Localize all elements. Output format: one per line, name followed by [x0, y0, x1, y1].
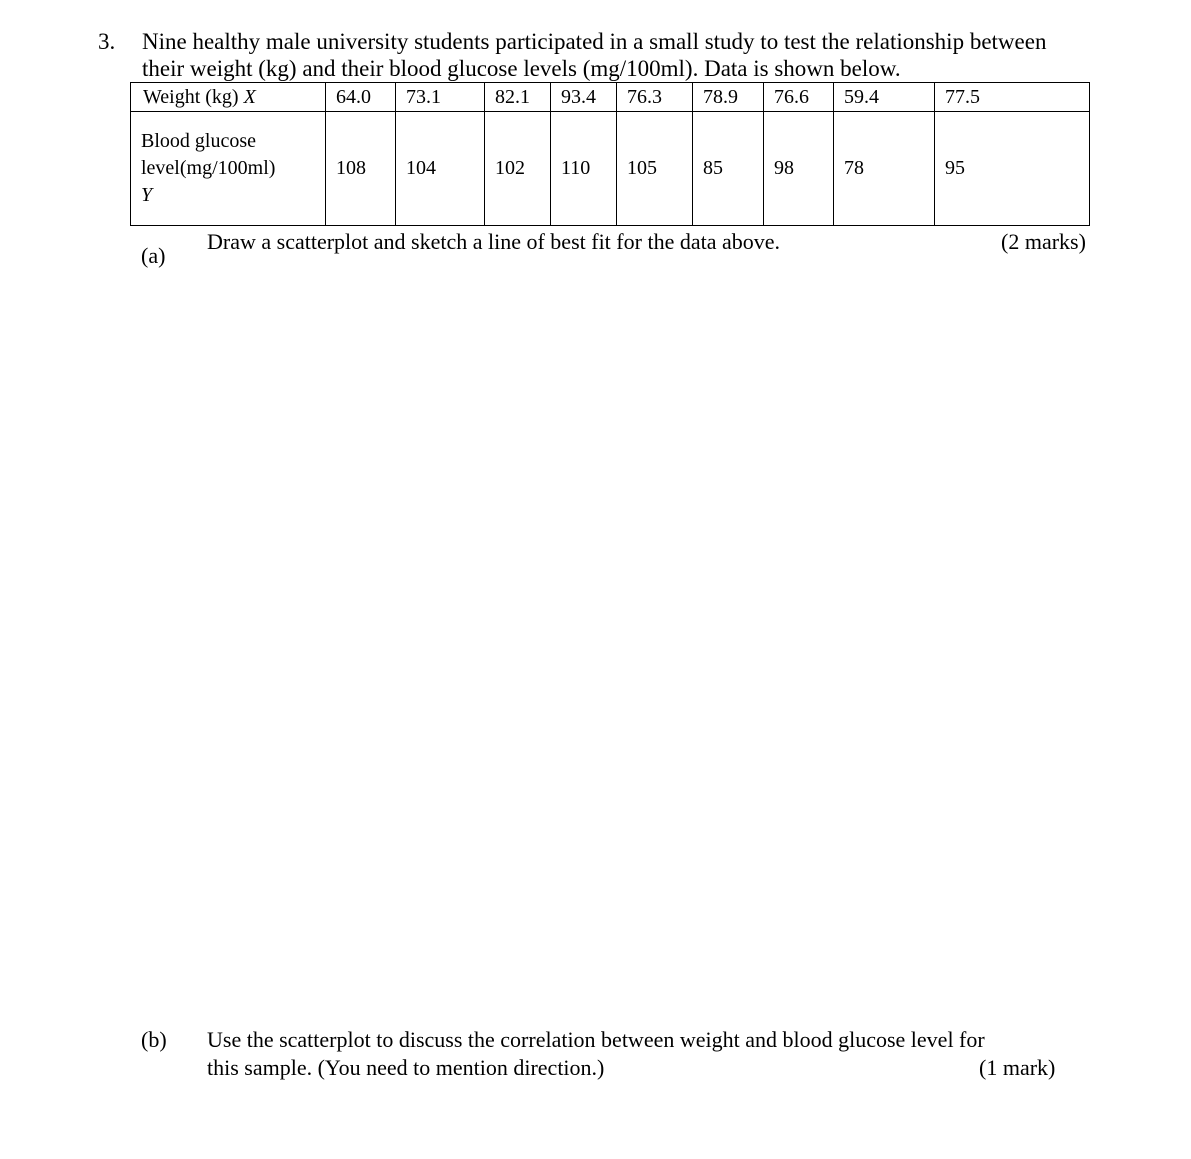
weight-cell: 93.4	[551, 83, 617, 112]
part-a-text: Draw a scatterplot and sketch a line of best fit for the data above.	[207, 229, 780, 254]
question-stem-line1: Nine healthy male university students participated in a small study to test the relationship between	[142, 29, 1047, 54]
part-b-marks: (1 mark)	[979, 1055, 1056, 1080]
glucose-cell: 98	[764, 112, 834, 226]
weight-cell: 82.1	[485, 83, 551, 112]
data-table	[130, 82, 1090, 226]
glucose-cell: 95	[935, 112, 1090, 226]
glucose-cell: 110	[551, 112, 617, 226]
weight-header: Weight (kg) X	[131, 83, 326, 112]
glucose-cell: 105	[617, 112, 693, 226]
part-a-marks: (2 marks)	[1001, 229, 1086, 254]
weight-cell: 59.4	[834, 83, 935, 112]
weight-cell: 73.1	[396, 83, 485, 112]
part-b-label: (b)	[141, 1027, 167, 1052]
part-b-text-line1: Use the scatterplot to discuss the correlation between weight and blood glucose level for	[207, 1027, 985, 1052]
weight-cell: 77.5	[935, 83, 1090, 112]
weight-cell: 76.3	[617, 83, 693, 112]
part-b-text-line2: this sample. (You need to mention direction.)	[207, 1055, 605, 1080]
weight-cell: 64.0	[326, 83, 396, 112]
weight-row	[131, 83, 1090, 112]
glucose-cell: 108	[326, 112, 396, 226]
glucose-cell: 102	[485, 112, 551, 226]
glucose-cell: 104	[396, 112, 485, 226]
glucose-cell: 85	[693, 112, 764, 226]
glucose-header: Blood glucose level(mg/100ml) Y	[131, 112, 326, 226]
glucose-cell: 78	[834, 112, 935, 226]
question-stem-line2: their weight (kg) and their blood glucose levels (mg/100ml). Data is shown below.	[142, 56, 901, 81]
question-number: 3.	[98, 29, 116, 54]
part-a-label: (a)	[141, 243, 166, 268]
weight-cell: 76.6	[764, 83, 834, 112]
weight-cell: 78.9	[693, 83, 764, 112]
glucose-row	[131, 112, 1090, 226]
